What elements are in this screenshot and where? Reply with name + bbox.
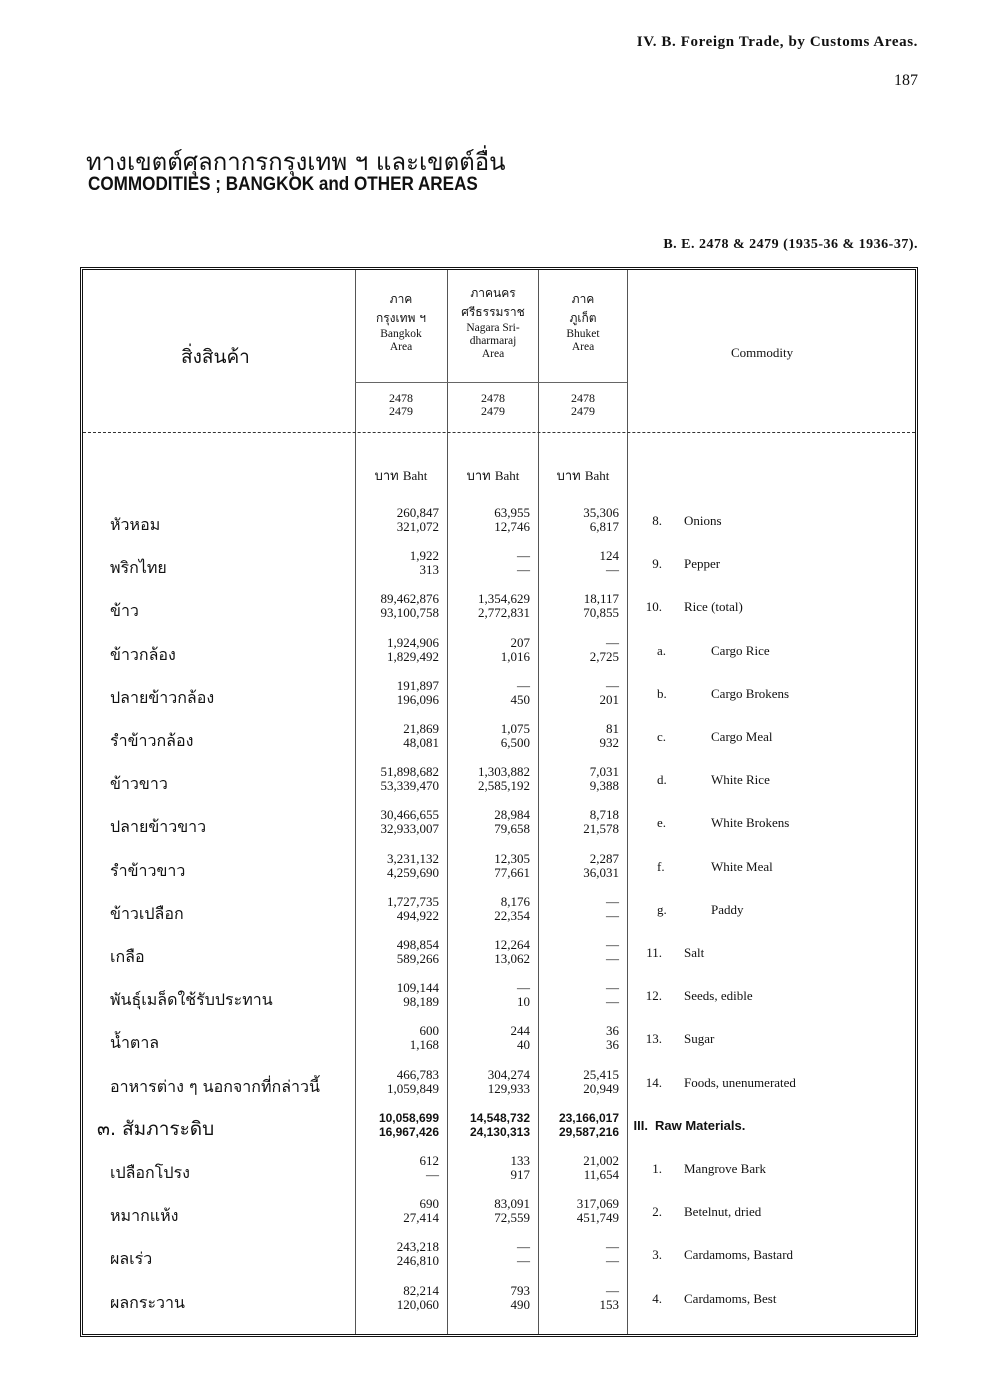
unit-thai: บาท <box>466 469 491 484</box>
bhuket-value-cell <box>533 1111 619 1139</box>
bangkok-value-2478: 191,897 <box>396 677 439 693</box>
bhuket-value-2479: 451,749 <box>576 1210 619 1226</box>
bangkok-value-2478: 3,231,132 <box>387 850 439 866</box>
bangkok-value-cell <box>353 938 439 966</box>
bhuket-value-2478: 21,002 <box>583 1153 619 1168</box>
nagara-value-cell <box>444 1240 530 1268</box>
bhuket-value-2479: 153 <box>599 1296 619 1312</box>
table-row <box>83 1068 915 1111</box>
table-row <box>83 808 915 851</box>
nagara-value-2478: — <box>517 980 530 996</box>
nagara-value-cell <box>444 1068 530 1096</box>
bhuket-value-2478: — <box>606 1282 619 1298</box>
bhuket-value-2478: 25,415 <box>583 1066 619 1082</box>
nagara-value-cell <box>444 549 530 577</box>
nagara-value-2478: 1,303,882 <box>478 764 530 780</box>
commodity-number: 14. <box>645 1074 662 1090</box>
nagara-value-cell <box>444 1154 530 1182</box>
bhuket-value-cell <box>533 506 619 534</box>
page-number: 187 <box>894 72 918 89</box>
bangkok-value-2479: 313 <box>419 562 439 578</box>
bhuket-value-2478: 18,117 <box>583 591 619 607</box>
bhuket-value-cell <box>533 1240 619 1268</box>
commodity-number: 3. <box>652 1247 662 1263</box>
bangkok-value-2479: 246,810 <box>396 1253 439 1269</box>
commodity-thai: เกลือ <box>110 947 145 966</box>
bhuket-value-cell <box>533 981 619 1009</box>
unit-en: Baht <box>584 468 610 483</box>
commodity-thai: ข้าว <box>110 601 139 621</box>
table-row <box>83 895 915 938</box>
bhuket-value-2478: 2,287 <box>589 850 619 866</box>
nagara-value-2479: 24,130,313 <box>469 1124 530 1139</box>
bangkok-value-cell <box>353 1284 439 1312</box>
nagara-value-cell <box>444 981 530 1009</box>
bhuket-years <box>538 392 628 418</box>
bangkok-value-2478: 21,869 <box>403 721 439 736</box>
commodity-name: Onions <box>684 513 722 528</box>
commodity-thai: ปลายข้าวกล้อง <box>110 687 215 707</box>
bhuket-value-cell <box>533 852 619 880</box>
bhuket-value-2479: 21,578 <box>583 821 619 837</box>
commodity-number: g. <box>657 901 667 917</box>
nagara-column-header <box>448 284 538 361</box>
nagara-value-cell <box>444 765 530 793</box>
trade-table <box>80 267 918 1337</box>
nagara-value-2478: 63,955 <box>494 505 530 520</box>
bhuket-value-2479: — <box>606 907 619 923</box>
bangkok-header-en: Bangkok Area <box>380 328 422 353</box>
commodity-thai: ผลเร่ว <box>110 1249 153 1269</box>
commodity-name: Cargo Meal <box>711 729 773 744</box>
nagara-value-cell <box>444 1024 530 1052</box>
commodity-thai: ๓. สัมภาระดิบ <box>97 1117 215 1140</box>
bhuket-value-2479: 201 <box>599 691 619 707</box>
commodity-number: 12. <box>645 988 662 1004</box>
bhuket-header-thai: ภาค ภูเก็ต <box>569 292 597 325</box>
commodity-name: Rice (total) <box>684 599 743 615</box>
nagara-value-2478: 12,305 <box>494 850 530 866</box>
nagara-value-2479: 77,661 <box>494 864 530 880</box>
commodity-name: Cargo Brokens <box>711 685 790 701</box>
nagara-value-cell <box>444 592 530 620</box>
bhuket-value-2479: — <box>606 994 619 1010</box>
header-divider <box>355 382 627 383</box>
commodity-name: Paddy <box>711 901 744 917</box>
page-title: COMMODITIES ; BANGKOK and OTHER AREAS <box>88 174 478 195</box>
bhuket-value-2479: 70,855 <box>583 605 619 621</box>
commodity-name: Cardamoms, Bastard <box>684 1247 794 1263</box>
bangkok-value-2478: 1,924,906 <box>387 634 439 650</box>
commodity-number: 11. <box>646 945 662 960</box>
bangkok-value-2479: 1,829,492 <box>387 648 439 664</box>
bhuket-value-2479: 36,031 <box>583 864 619 880</box>
bhuket-unit <box>538 465 628 486</box>
bangkok-value-cell <box>353 981 439 1009</box>
bangkok-value-2478: 89,462,876 <box>380 591 439 607</box>
nagara-value-2479: 12,746 <box>494 519 530 534</box>
table-row <box>83 722 915 765</box>
commodity-thai: ข้าวเปลือก <box>110 903 184 923</box>
section-row <box>83 1111 915 1154</box>
bangkok-value-2478: 51,898,682 <box>380 764 439 780</box>
commodity-number: 10. <box>645 599 662 615</box>
table-row <box>83 1284 915 1327</box>
commodity-name: Pepper <box>684 556 721 572</box>
table-row <box>83 506 915 549</box>
bangkok-value-2478: 109,144 <box>396 980 439 996</box>
bhuket-value-2478: 23,166,017 <box>558 1110 619 1125</box>
bhuket-value-cell <box>533 1197 619 1225</box>
bhuket-value-2479: 2,725 <box>589 648 619 664</box>
table-row <box>83 1240 915 1283</box>
bangkok-value-2479: 93,100,758 <box>380 605 439 621</box>
nagara-value-2478: — <box>517 548 530 564</box>
bhuket-value-cell <box>533 1284 619 1312</box>
commodity-name: Raw Materials. <box>655 1117 746 1133</box>
nagara-value-2479: 450 <box>510 691 530 707</box>
commodity-thai: ผลกระวาน <box>110 1292 185 1312</box>
bangkok-value-2478: 690 <box>419 1196 439 1212</box>
bhuket-value-2479: 9,388 <box>589 778 619 794</box>
nagara-value-cell <box>444 1284 530 1312</box>
bhuket-value-2478: 36 <box>606 1023 619 1039</box>
commodity-thai: หัวหอม <box>110 515 161 534</box>
bhuket-value-2478: — <box>606 937 619 952</box>
unit-thai: บาท <box>374 469 399 484</box>
nagara-value-2478: 207 <box>510 634 530 650</box>
table-row <box>83 679 915 722</box>
commodity-thai: ข้าวกล้อง <box>110 644 176 664</box>
nagara-value-2478: 1,075 <box>500 721 530 736</box>
nagara-value-2478: 8,176 <box>500 893 530 909</box>
bangkok-value-2478: 260,847 <box>396 505 439 520</box>
commodity-thai: เปลือกโปรง <box>110 1163 190 1182</box>
commodity-thai: ปลายข้าวขาว <box>110 817 207 837</box>
commodity-name: Foods, unenumerated <box>684 1074 796 1090</box>
commodity-number: c. <box>657 729 667 744</box>
commodity-thai: อาหารต่าง ๆ นอกจากที่กล่าวนี้ <box>110 1076 320 1096</box>
bangkok-value-cell <box>353 808 439 836</box>
bangkok-value-cell <box>353 636 439 664</box>
table-row <box>83 592 915 635</box>
bhuket-years-label: 2478 2479 <box>571 391 595 418</box>
commodity-number: a. <box>657 642 667 658</box>
bhuket-value-2478: 35,306 <box>583 505 619 520</box>
bhuket-value-cell <box>533 592 619 620</box>
bangkok-value-2478: 466,783 <box>396 1066 439 1082</box>
bangkok-value-2479: 589,266 <box>396 951 439 966</box>
bhuket-value-cell <box>533 765 619 793</box>
bhuket-value-2478: — <box>606 634 619 650</box>
bhuket-value-2478: 81 <box>606 721 619 736</box>
bangkok-value-cell <box>353 1240 439 1268</box>
bangkok-value-cell <box>353 1197 439 1225</box>
page-title-thai: ทางเขตต์ศุลกากรกรุงเทพ ฯ และเขตต์อื่น <box>86 148 506 176</box>
bangkok-value-cell <box>353 1111 439 1139</box>
header-bottom-rule <box>83 432 915 433</box>
unit-en: Baht <box>494 468 520 483</box>
bhuket-value-cell <box>533 1068 619 1096</box>
bhuket-value-2479: — <box>606 562 619 578</box>
commodity-name: Cardamoms, Best <box>684 1290 777 1306</box>
bangkok-value-2479: 48,081 <box>403 735 439 750</box>
bangkok-value-2479: 32,933,007 <box>380 821 439 837</box>
nagara-value-2479: 2,585,192 <box>478 778 530 794</box>
bhuket-value-cell <box>533 1024 619 1052</box>
nagara-value-2479: — <box>517 562 530 578</box>
bangkok-value-2479: 53,339,470 <box>380 778 439 794</box>
bhuket-value-cell <box>533 636 619 664</box>
nagara-header-en: Nagara Sri- dharmaraj Area <box>466 322 520 360</box>
nagara-value-2478: 14,548,732 <box>469 1110 530 1125</box>
bangkok-value-cell <box>353 592 439 620</box>
bangkok-header-thai: ภาค กรุงเทพ ฯ <box>375 292 427 325</box>
bangkok-value-cell <box>353 895 439 923</box>
nagara-value-2479: 129,933 <box>487 1080 530 1096</box>
bhuket-value-2478: — <box>606 677 619 693</box>
nagara-value-2479: — <box>517 1253 530 1269</box>
bangkok-value-cell <box>353 1024 439 1052</box>
bhuket-value-2479: — <box>606 951 619 966</box>
nagara-value-2479: 13,062 <box>494 951 530 966</box>
bangkok-value-2478: 243,218 <box>396 1239 439 1255</box>
nagara-value-2479: 6,500 <box>500 735 530 750</box>
nagara-value-cell <box>444 938 530 966</box>
commodity-number: 9. <box>652 556 662 572</box>
commodity-name: Betelnut, dried <box>684 1204 762 1220</box>
bangkok-years <box>356 392 446 418</box>
commodity-number: 1. <box>652 1161 662 1176</box>
bangkok-value-2479: 4,259,690 <box>387 864 439 880</box>
bangkok-value-cell <box>353 722 439 750</box>
commodity-name: Sugar <box>684 1031 715 1047</box>
bangkok-value-2479: 196,096 <box>396 691 439 707</box>
nagara-value-2478: 133 <box>510 1153 530 1168</box>
bhuket-value-2479: 932 <box>599 735 619 750</box>
nagara-value-2479: 79,658 <box>494 821 530 837</box>
bhuket-value-2479: 36 <box>606 1037 619 1053</box>
nagara-value-cell <box>444 1197 530 1225</box>
commodity-name: White Rice <box>711 772 770 788</box>
bhuket-value-2479: 29,587,216 <box>558 1124 619 1139</box>
bhuket-value-cell <box>533 549 619 577</box>
bhuket-value-2479: 6,817 <box>589 519 619 534</box>
bangkok-value-2478: 30,466,655 <box>380 807 439 823</box>
bangkok-value-2479: 321,072 <box>396 519 439 534</box>
nagara-value-cell <box>444 722 530 750</box>
nagara-value-cell <box>444 506 530 534</box>
nagara-value-2478: 244 <box>510 1023 530 1039</box>
bangkok-value-2478: 82,214 <box>403 1282 439 1298</box>
nagara-value-2478: 304,274 <box>487 1066 530 1082</box>
bangkok-value-2478: 1,727,735 <box>387 893 439 909</box>
bangkok-value-2478: 600 <box>419 1023 439 1039</box>
bhuket-header-en: Bhuket Area <box>566 328 600 353</box>
nagara-value-cell <box>444 895 530 923</box>
nagara-value-2479: 40 <box>517 1037 530 1053</box>
commodity-name: Seeds, edible <box>684 988 753 1004</box>
bhuket-column-header <box>538 290 628 354</box>
commodity-thai: น้ำตาล <box>110 1033 160 1053</box>
table-row <box>83 1024 915 1067</box>
bangkok-value-2478: 1,922 <box>409 548 439 564</box>
commodity-thai: พริกไทย <box>110 558 167 578</box>
commodity-name: Salt <box>684 945 705 960</box>
bangkok-value-2479: 120,060 <box>396 1296 439 1312</box>
table-row <box>83 852 915 895</box>
nagara-value-2478: 793 <box>510 1282 530 1298</box>
bangkok-value-2479: 27,414 <box>403 1210 439 1226</box>
nagara-years <box>448 392 538 418</box>
commodity-number: d. <box>657 772 667 788</box>
table-row <box>83 765 915 808</box>
bangkok-value-cell <box>353 679 439 707</box>
table-row <box>83 1154 915 1197</box>
commodity-number: 13. <box>645 1031 662 1047</box>
nagara-value-2479: 72,559 <box>494 1210 530 1226</box>
commodity-name: White Brokens <box>711 815 790 831</box>
nagara-value-2478: — <box>517 1239 530 1255</box>
commodity-number: b. <box>657 685 667 701</box>
table-row <box>83 549 915 592</box>
nagara-unit <box>448 465 538 486</box>
nagara-value-cell <box>444 679 530 707</box>
commodity-header: Commodity <box>731 345 794 360</box>
nagara-value-2478: 83,091 <box>494 1196 530 1212</box>
unit-thai: บาท <box>556 469 581 484</box>
bhuket-value-2479: 20,949 <box>583 1080 619 1096</box>
bangkok-value-cell <box>353 506 439 534</box>
nagara-value-2479: 1,016 <box>500 648 530 664</box>
nagara-value-2479: 2,772,831 <box>478 605 530 621</box>
running-header: IV. B. Foreign Trade, by Customs Areas. <box>636 34 918 50</box>
bangkok-value-2479: 98,189 <box>403 994 439 1010</box>
bhuket-value-cell <box>533 808 619 836</box>
bangkok-unit <box>356 465 446 486</box>
nagara-header-thai: ภาคนคร ศรีธรรมราช <box>461 286 525 319</box>
commodity-name: Mangrove Bark <box>684 1161 766 1176</box>
commodity-number: 2. <box>652 1204 662 1220</box>
bhuket-value-2478: — <box>606 1239 619 1255</box>
nagara-years-label: 2478 2479 <box>481 391 505 418</box>
bhuket-value-2479: — <box>606 1253 619 1269</box>
bhuket-value-2478: 8,718 <box>589 807 619 823</box>
bangkok-value-2479: 16,967,426 <box>378 1124 439 1139</box>
bangkok-column-header <box>356 290 446 354</box>
bhuket-value-2478: 124 <box>599 548 619 564</box>
nagara-value-cell <box>444 636 530 664</box>
bangkok-value-2479: 1,168 <box>409 1037 439 1053</box>
commodity-thai: รำข้าวขาว <box>110 860 186 880</box>
commodity-header-thai: สิ่งสินค้า <box>181 346 250 368</box>
nagara-value-2479: 10 <box>517 994 530 1010</box>
commodity-number: f. <box>657 858 665 874</box>
bangkok-value-cell <box>353 765 439 793</box>
bhuket-value-2478: 317,069 <box>576 1196 619 1212</box>
table-row <box>83 938 915 981</box>
commodity-number: 4. <box>652 1290 662 1306</box>
bhuket-value-cell <box>533 1154 619 1182</box>
commodity-name: White Meal <box>711 858 773 874</box>
nagara-value-cell <box>444 1111 530 1139</box>
bangkok-value-cell <box>353 1154 439 1182</box>
nagara-value-2478: 28,984 <box>494 807 530 823</box>
commodity-number: e. <box>657 815 667 831</box>
bangkok-value-2478: 612 <box>419 1153 439 1168</box>
bhuket-value-cell <box>533 679 619 707</box>
unit-en: Baht <box>402 468 428 483</box>
commodity-thai: พันธุ์เมล็ดใช้รับประทาน <box>110 990 273 1010</box>
commodity-thai: รำข้าวกล้อง <box>110 731 194 750</box>
nagara-value-2478: 12,264 <box>494 937 530 952</box>
bangkok-value-2479: 494,922 <box>396 907 439 923</box>
period-label: B. E. 2478 & 2479 (1935-36 & 1936-37). <box>663 237 918 252</box>
commodity-name: Cargo Rice <box>711 642 770 658</box>
bangkok-value-cell <box>353 852 439 880</box>
commodity-number: 8. <box>652 513 662 528</box>
bangkok-value-2479: — <box>426 1167 439 1182</box>
nagara-value-cell <box>444 852 530 880</box>
bangkok-value-cell <box>353 549 439 577</box>
commodity-number: III. <box>633 1117 648 1133</box>
nagara-value-2479: 490 <box>510 1296 530 1312</box>
nagara-value-2479: 917 <box>510 1167 530 1182</box>
nagara-value-2478: — <box>517 677 530 693</box>
bhuket-value-cell <box>533 895 619 923</box>
bhuket-value-2478: — <box>606 980 619 996</box>
commodity-thai: หมากแห้ง <box>110 1206 179 1226</box>
table-row <box>83 636 915 679</box>
bhuket-value-2479: 11,654 <box>583 1167 619 1182</box>
commodity-thai: ข้าวขาว <box>110 774 168 794</box>
nagara-value-cell <box>444 808 530 836</box>
table-row <box>83 981 915 1024</box>
bhuket-value-cell <box>533 722 619 750</box>
bhuket-value-2478: 7,031 <box>589 764 619 780</box>
table-row <box>83 1197 915 1240</box>
bhuket-value-cell <box>533 938 619 966</box>
bhuket-value-2478: — <box>606 893 619 909</box>
bangkok-value-2478: 10,058,699 <box>378 1110 439 1125</box>
bangkok-value-cell <box>353 1068 439 1096</box>
nagara-value-2478: 1,354,629 <box>478 591 530 607</box>
nagara-value-2479: 22,354 <box>494 907 530 923</box>
bangkok-value-2479: 1,059,849 <box>387 1080 439 1096</box>
bangkok-value-2478: 498,854 <box>396 937 439 952</box>
bangkok-years-label: 2478 2479 <box>389 391 413 418</box>
